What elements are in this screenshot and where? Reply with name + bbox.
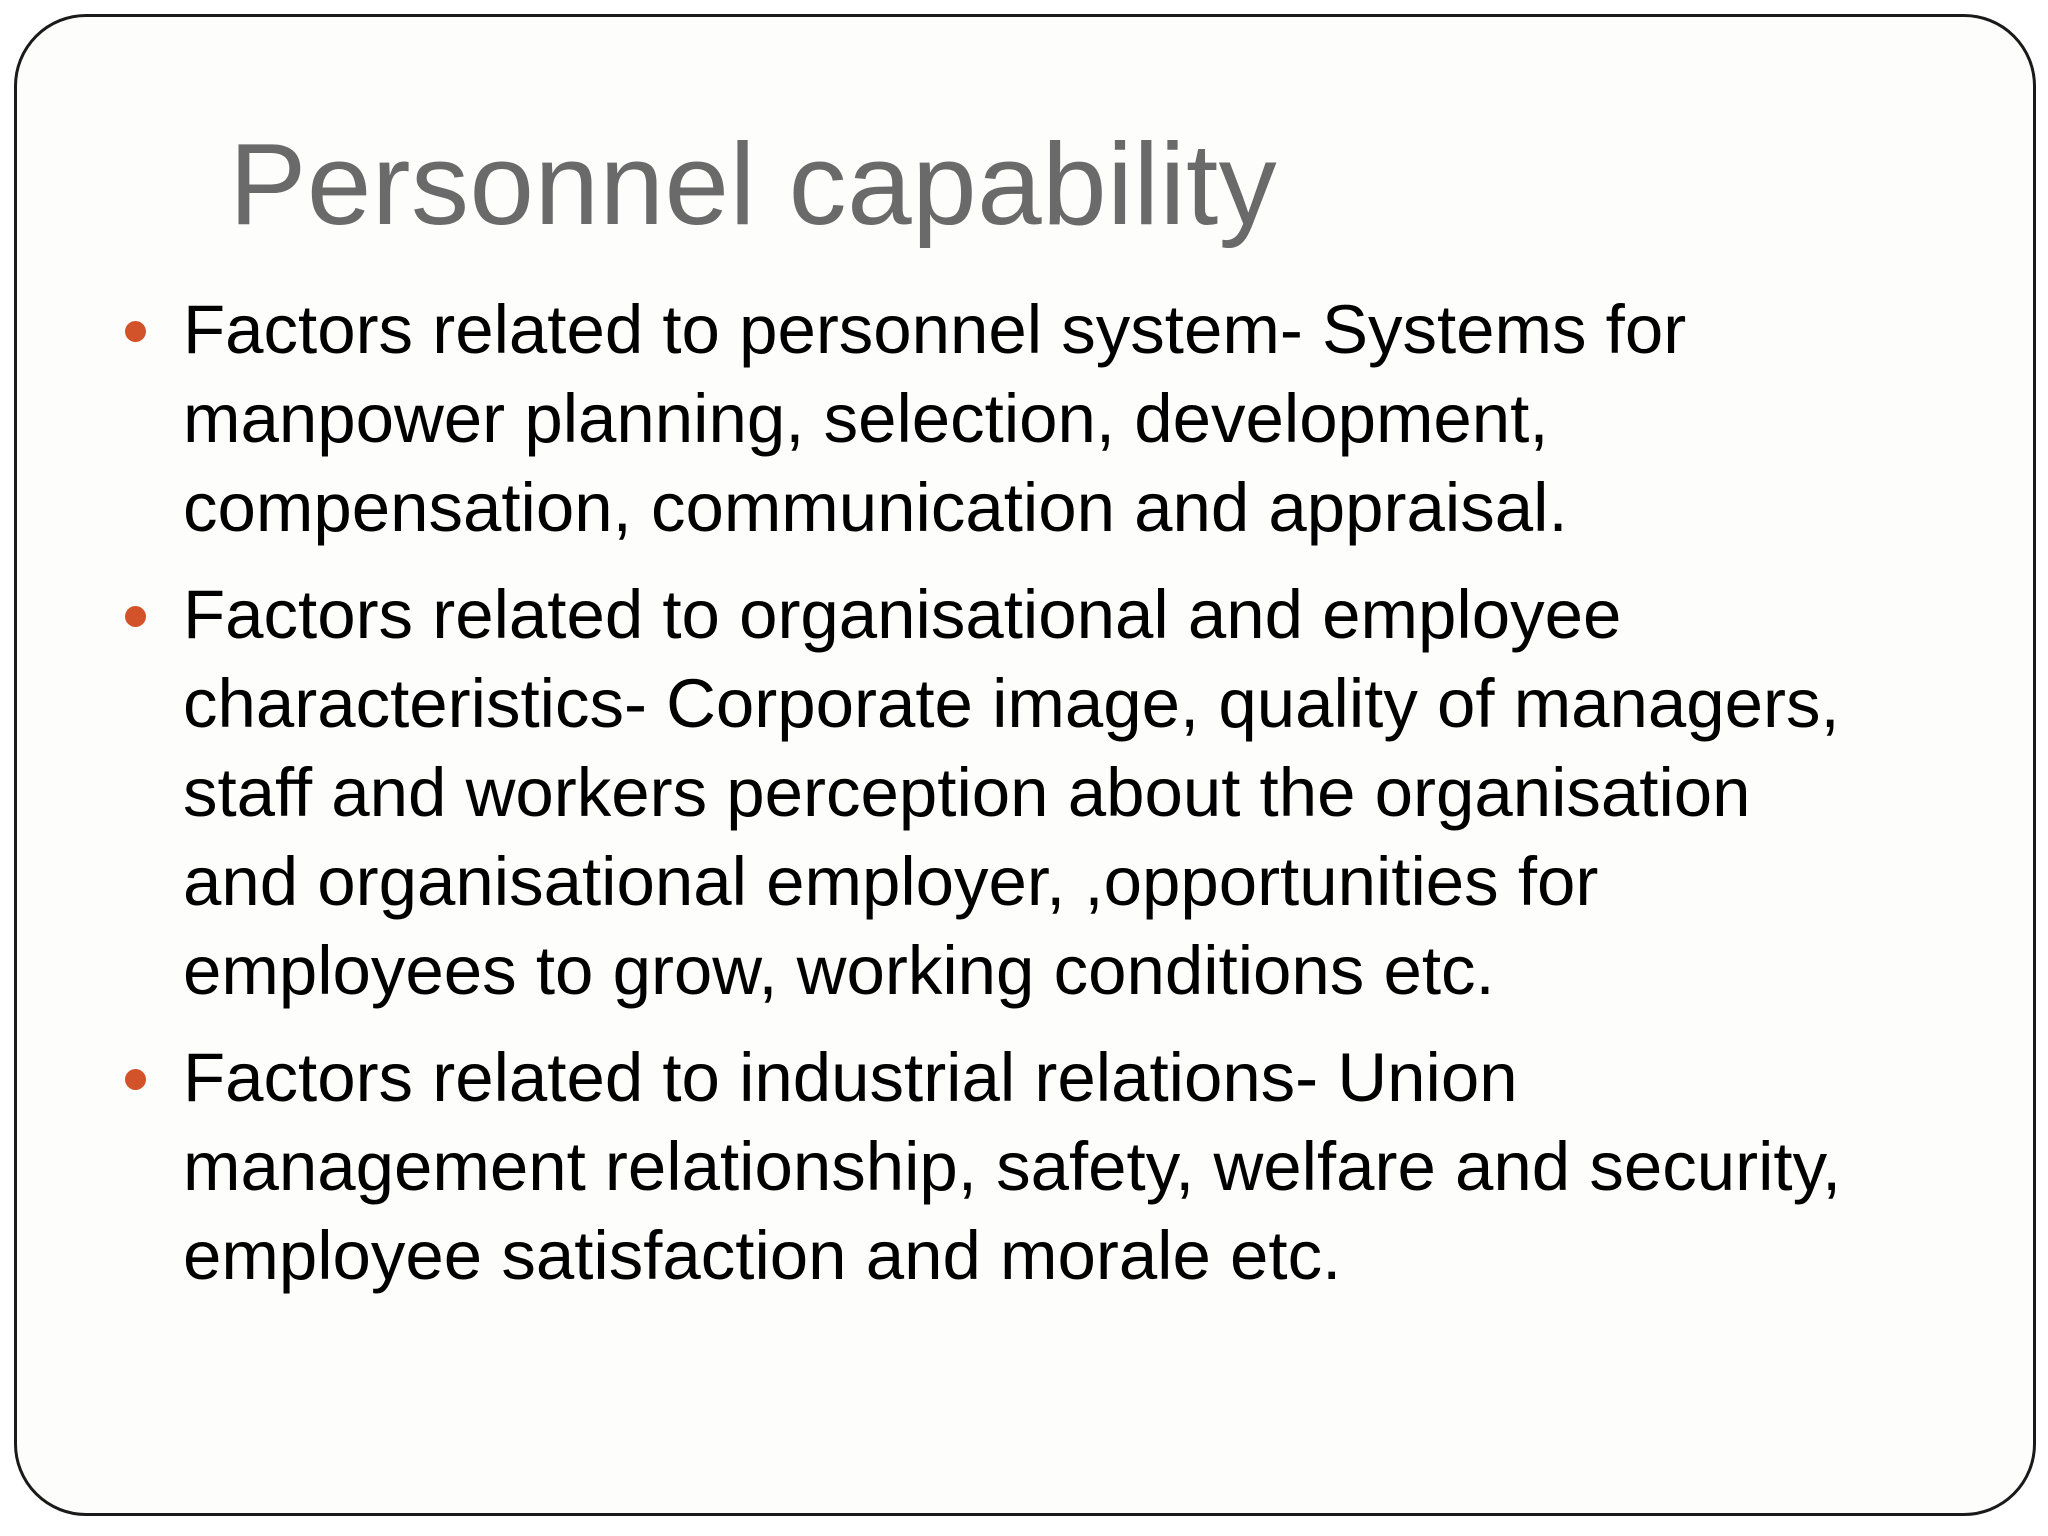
- bullet-dot-icon: [125, 1069, 146, 1090]
- bullet-line: Factors related to industrial relations- Union: [183, 1039, 1518, 1116]
- bullet-item: [113, 1033, 2013, 1300]
- bullet-line: employee satisfaction and morale etc.: [183, 1217, 1342, 1294]
- bullet-line: and organisational employer, ,opportunities for: [183, 843, 1599, 920]
- bullet-item: [113, 570, 2013, 1015]
- bullet-line: Factors related to organisational and employee: [183, 576, 1622, 653]
- bullet-line: manpower planning, selection, development,: [183, 380, 1549, 457]
- bullet-line: characteristics- Corporate image, quality of managers,: [183, 665, 1840, 742]
- bullet-line: Factors related to personnel system- Systems for: [183, 291, 1687, 368]
- bullet-item: [113, 285, 2013, 552]
- bullet-line: compensation, communication and appraisal.: [183, 469, 1568, 546]
- slide-title: Personnel capability: [229, 119, 1278, 249]
- bullet-dot-icon: [125, 321, 146, 342]
- bullet-line: employees to grow, working conditions etc.: [183, 932, 1495, 1009]
- bullet-line: staff and workers perception about the organisation: [183, 754, 1751, 831]
- bullet-list: [113, 285, 2013, 1318]
- bullet-dot-icon: [125, 606, 146, 627]
- slide-frame: [14, 14, 2036, 1516]
- bullet-line: management relationship, safety, welfare and security,: [183, 1128, 1842, 1205]
